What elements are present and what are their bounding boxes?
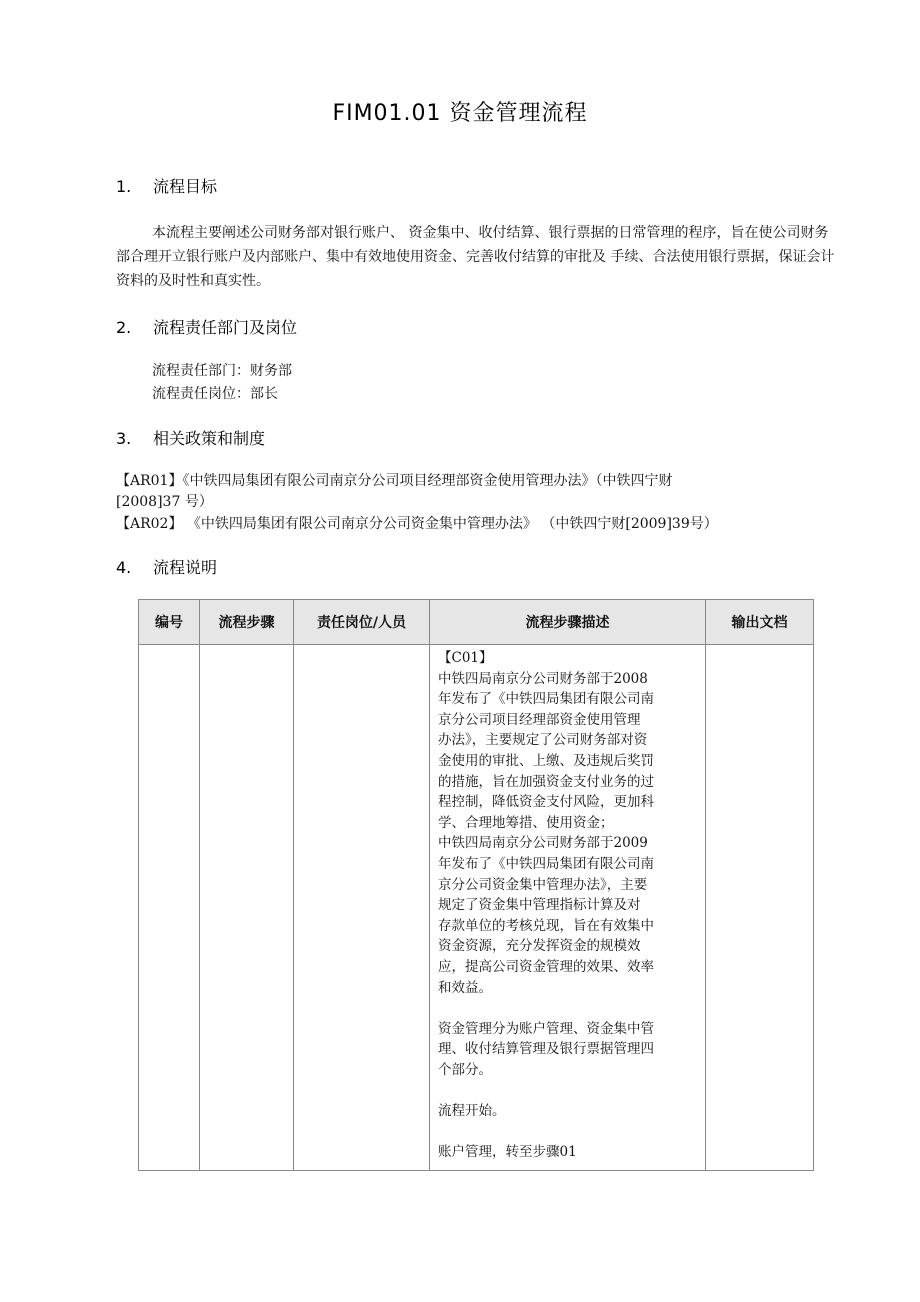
section-1-heading	[116, 174, 217, 197]
description-spacer	[438, 1122, 699, 1143]
cell-role	[294, 645, 430, 1171]
description-line: 和效益。	[438, 979, 492, 996]
step-description	[430, 645, 705, 1163]
table-row	[139, 645, 814, 1171]
section-3-title: 相关政策和制度	[153, 429, 266, 448]
responsible-department: 流程责任部门：财务部	[152, 363, 292, 379]
description-line: 年发布了《中铁四局集团有限公司南	[438, 855, 654, 872]
page-title: FIM01.01 资金管理流程	[332, 101, 588, 126]
section-4-title: 流程说明	[153, 558, 218, 577]
description-line: 应，提高公司资金管理的效果、效率	[438, 958, 654, 975]
description-spacer	[438, 1080, 699, 1101]
description-line: 规定了资金集中管理指标计算及对	[438, 897, 641, 914]
section-2-number: 2.	[116, 318, 132, 337]
header-output: 输出文档	[706, 600, 814, 645]
header-number: 编号	[139, 600, 200, 645]
section-1-title: 流程目标	[153, 177, 218, 196]
policy-ar01-line2: [2008]37 号）	[116, 494, 213, 510]
description-line: 程控制，降低资金支付风险，更加科	[438, 794, 654, 811]
section-2-heading	[116, 315, 297, 338]
section-3-heading	[116, 426, 265, 449]
policy-ar02: 【AR02】 《中铁四局集团有限公司南京分公司资金集中管理办法》 （中铁四宁财[2009]39号）	[116, 516, 718, 532]
description-line: 京分公司项目经理部资金使用管理	[438, 711, 641, 728]
table-header-row	[139, 600, 814, 645]
description-line: 个部分。	[438, 1061, 492, 1078]
description-line: 资金资源，充分发挥资金的规模效	[438, 938, 641, 955]
description-line: 流程开始。	[438, 1103, 506, 1120]
description-line: 账户管理，转至步骤01	[438, 1144, 577, 1161]
description-line: 中铁四局南京分公司财务部于2009	[438, 835, 648, 852]
section-1-body: 本流程主要阐述公司财务部对银行账户、 资金集中、收付结算、银行票据的日常管理的程序，旨在使公司财务部合理开立银行账户及内部账户、集中有效地使用资金、完善收付结算的审批及 手续、合法使用银行票据，保证会计资料的及时性和真实性。	[116, 225, 835, 289]
description-line: 资金管理分为账户管理、资金集中管	[438, 1020, 654, 1037]
description-line: 年发布了《中铁四局集团有限公司南	[438, 691, 654, 708]
section-3-number: 3.	[116, 429, 132, 448]
cell-number	[139, 645, 200, 1171]
section-4-heading	[116, 555, 217, 578]
description-line: 的措施，旨在加强资金支付业务的过	[438, 773, 654, 790]
cell-description	[430, 645, 706, 1171]
header-description: 流程步骤描述	[430, 600, 706, 645]
section-1-number: 1.	[116, 177, 132, 196]
description-line: 金使用的审批、上缴、及违规后奖罚	[438, 752, 654, 769]
description-line: 办法》，主要规定了公司财务部对资	[438, 732, 648, 749]
section-4-number: 4.	[116, 558, 132, 577]
cell-step	[200, 645, 294, 1171]
header-step: 流程步骤	[200, 600, 294, 645]
description-line: 学、合理地筹措、使用资金；	[438, 814, 614, 831]
header-role: 责任岗位/人员	[294, 600, 430, 645]
policy-ar01-line1: 【AR01】《中铁四局集团有限公司南京分公司项目经理部资金使用管理办法》（中铁四宁财	[116, 473, 673, 489]
description-line: 存款单位的考核兑现，旨在有效集中	[438, 917, 654, 934]
process-table	[138, 599, 814, 1171]
description-line: 中铁四局南京分公司财务部于2008	[438, 670, 648, 687]
description-spacer	[438, 998, 699, 1019]
description-line: 京分公司资金集中管理办法》，主要	[438, 876, 648, 893]
description-line: 【C01】	[438, 650, 493, 666]
responsible-post: 流程责任岗位：部长	[152, 386, 278, 402]
cell-output	[706, 645, 814, 1171]
section-2-title: 流程责任部门及岗位	[153, 318, 298, 337]
description-line: 理、收付结算管理及银行票据管理四	[438, 1041, 654, 1058]
